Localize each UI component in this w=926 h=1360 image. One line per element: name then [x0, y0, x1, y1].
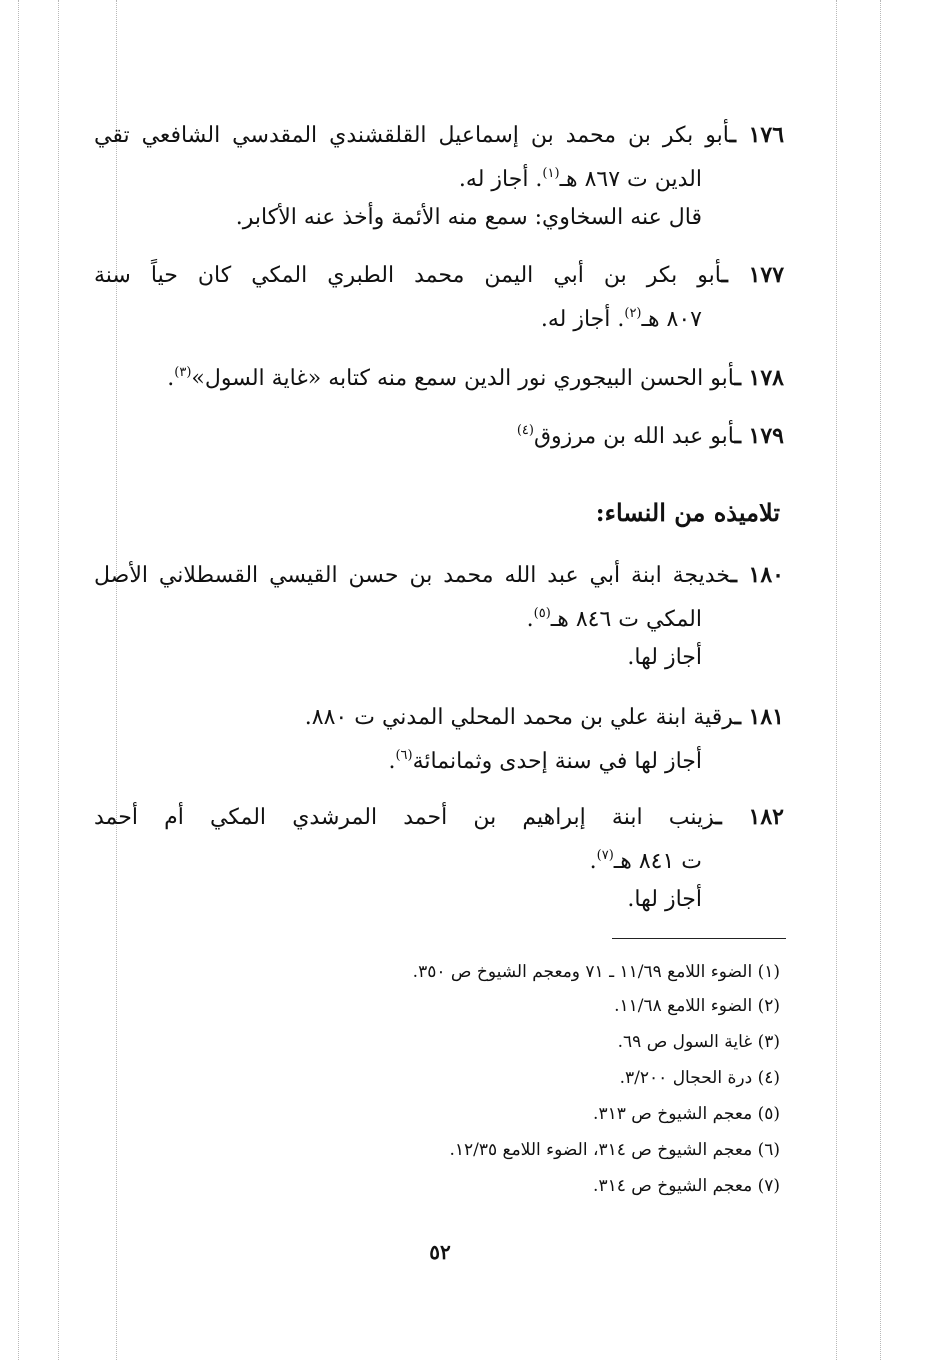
footnote-ref: (١) [542, 166, 560, 181]
entry-text: أجاز لها في سنة إحدى وثمانمائة [412, 749, 702, 774]
footnote-6: (٦) معجم الشيوخ ص ٣١٤، الضوء اللامع ١٢/٣٥. [449, 1140, 780, 1160]
footnote-4: (٤) درة الحجال ٣/٢٠٠. [619, 1068, 780, 1088]
entry-number: ١٨٢ ـ [715, 804, 784, 830]
entry-text: المكي ت ٨٤٦ هـ [550, 607, 702, 632]
entry-number: ١٧٧ ـ [721, 262, 785, 288]
entry-178 [94, 354, 784, 398]
entry-text: رقية ابنة علي بن محمد المحلي المدني ت ٨٨٠. [304, 705, 735, 730]
entry-text: ٨٠٧ هـ [641, 307, 702, 332]
entry-181 [94, 698, 784, 781]
footnote-ref: (٣) [174, 365, 192, 380]
entry-text: . [388, 749, 396, 774]
entry-text: أبو عبد الله بن مرزوق [533, 424, 735, 449]
entry-text: . [167, 366, 175, 391]
footnote-ref: (٤) [516, 423, 534, 438]
entry-177 [94, 256, 784, 339]
section-title: تلاميذه من النساء: [595, 498, 780, 527]
entry-text: . [526, 607, 534, 632]
footnote-5: (٥) معجم الشيوخ ص ٣١٣. [593, 1104, 780, 1124]
entry-text: أبو بكر بن أبي اليمن محمد الطبري المكي كان حياً سنة [94, 263, 722, 288]
footnote-3: (٣) غاية السول ص ٦٩. [617, 1032, 780, 1052]
entry-note: أجاز لها. [627, 887, 702, 912]
entry-text: أبو الحسن البيجوري نور الدين سمع منه كتابه «غاية السول» [191, 366, 735, 391]
entry-text: . أجاز له. [540, 307, 625, 332]
entry-number: ١٨٠ ـ [730, 562, 784, 588]
entry-number: ١٧٨ ـ [734, 365, 784, 391]
footnote-ref: (٥) [533, 606, 551, 621]
footnote-separator [612, 938, 786, 939]
entry-text: أبو بكر بن محمد بن إسماعيل القلقشندي المقدسي الشافعي تقي [94, 123, 730, 148]
page-number: ٥٢ [429, 1240, 451, 1264]
entry-182 [94, 798, 784, 919]
entry-number: ١٧٩ ـ [734, 423, 784, 449]
entry-text: ت ٨٤١ هـ [613, 849, 702, 874]
entry-176 [94, 116, 784, 237]
entry-number: ١٧٦ ـ [729, 122, 785, 148]
entry-text: الدين ت ٨٦٧ هـ [559, 167, 702, 192]
footnote-ref: (٢) [624, 306, 642, 321]
entry-note: قال عنه السخاوي: سمع منه الأئمة وأخذ عنه الأكابر. [235, 205, 702, 230]
entry-number: ١٨١ ـ [734, 704, 784, 730]
footnote-1: (١) الضوء اللامع ١١/٦٩ ـ ٧١ ومعجم الشيوخ ص ٣٥٠. [412, 962, 780, 982]
entry-text: خديجة ابنة أبي عبد الله محمد بن حسن القيسي القسطلاني الأصل [94, 563, 731, 588]
footnote-2: (٢) الضوء اللامع ١١/٦٨. [614, 996, 780, 1016]
entry-text: زينب ابنة إبراهيم بن أحمد المرشدي المكي أم أحمد [94, 805, 716, 830]
entry-179 [94, 412, 784, 456]
footnote-ref: (٧) [596, 848, 614, 863]
footnote-7: (٧) معجم الشيوخ ص ٣١٤. [593, 1176, 780, 1196]
entry-text: . [589, 849, 597, 874]
footnote-ref: (٦) [395, 748, 413, 763]
entry-text: . أجاز له. [458, 167, 543, 192]
entry-note: أجاز لها. [627, 645, 702, 670]
entry-180 [94, 556, 784, 677]
